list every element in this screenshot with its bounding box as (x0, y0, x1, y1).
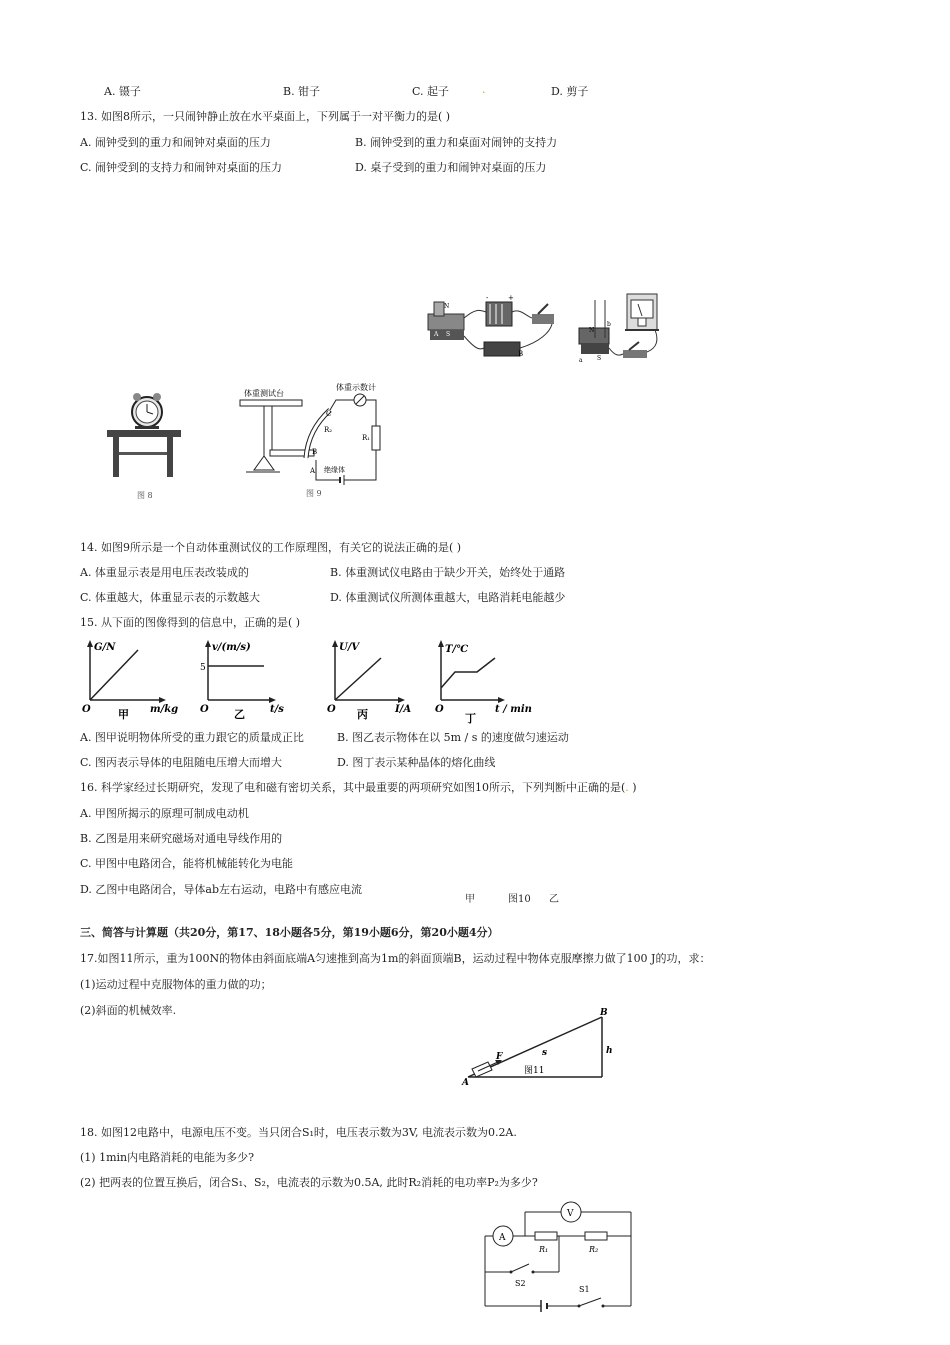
graph-yi (198, 638, 293, 723)
fig9-weight-tester (240, 380, 390, 500)
svg-text:I/A: I/A (395, 704, 412, 715)
q16-stem: 16. 科学家经过长期研究，发现了电和磁有密切关系，其中最重要的两项研究如图10所示，下列判断中正确的是(. ) (80, 781, 637, 794)
svg-text:O: O (82, 704, 91, 715)
q12-option-d: D. 剪子 (551, 85, 589, 98)
svg-text:h: h (606, 1046, 613, 1056)
q18-stem: 18. 如图12电路中，电源电压不变。当只闭合S₁时，电压表示数为3V, 电流表示数为0.2A. (80, 1126, 517, 1139)
fig8-caption: 图 8 (137, 491, 153, 500)
svg-text:O: O (435, 704, 444, 715)
svg-text:B: B (312, 448, 318, 456)
fig10-yi-diagram (575, 290, 665, 368)
q17-sub1: (1)运动过程中克服物体的重力做的功； (80, 978, 272, 991)
q18-sub2: (2) 把两表的位置互换后，闭合S₁、S₂，电流表的示数为0.5A, 此时R₂消耗的电功率P₂为多少? (80, 1176, 538, 1189)
svg-text:丙: 丙 (357, 708, 368, 721)
svg-text:m/kg: m/kg (150, 704, 179, 715)
q13-option-a: A. 闹钟受到的重力和闹钟对桌面的压力 (80, 136, 271, 149)
svg-text:A: A (310, 467, 316, 475)
fig10-jia-diagram (420, 292, 570, 367)
svg-text:丁: 丁 (465, 712, 476, 725)
svg-text:B: B (518, 350, 524, 358)
q16-option-a: A. 甲图所揭示的原理可制成电动机 (80, 807, 249, 820)
svg-text:T/℃: T/℃ (445, 644, 469, 655)
svg-text:t / min: t / min (495, 704, 532, 715)
svg-text:S1: S1 (579, 1285, 590, 1294)
svg-text:v/(m/s): v/(m/s) (212, 642, 251, 653)
fig11-caption: 图11 (524, 1066, 545, 1076)
svg-text:S2: S2 (515, 1279, 526, 1288)
q16-option-b: B. 乙图是用来研究磁场对通电导线作用的 (80, 832, 283, 845)
fig9-caption: 图 9 (306, 489, 322, 498)
svg-text:O: O (327, 704, 336, 715)
q15-stem: 15. 从下面的图像得到的信息中，正确的是( ) (80, 616, 301, 629)
svg-text:U/V: U/V (339, 642, 360, 653)
fig10-jia-label: 甲 (465, 894, 475, 905)
svg-text:R₁: R₁ (539, 1245, 549, 1254)
svg-text:V: V (567, 1209, 574, 1219)
q14-option-a: A. 体重显示表是用电压表改装成的 (80, 566, 249, 579)
svg-text:B: B (600, 1008, 608, 1018)
q17-stem: 17.如图11所示，重为100N的物体由斜面底端A匀速推到高为1m的斜面顶端B，运动过程中物体克服摩擦力做了100 J的功，求： (80, 952, 711, 965)
svg-text:+: + (508, 294, 514, 302)
section3-title: 三、简答与计算题（共20分，第17、18小题各5分，第19小题6分，第20小题4分） (80, 926, 499, 939)
svg-text:N: N (444, 303, 450, 310)
fig8-clock-on-table (105, 392, 185, 502)
q14-option-b: B. 体重测试仪电路由于缺少开关，始终处于通路 (330, 566, 566, 579)
svg-text:a: a (579, 357, 583, 364)
svg-text:R₁: R₁ (362, 434, 371, 442)
svg-text:A: A (434, 331, 439, 338)
svg-text:O: O (200, 704, 209, 715)
q16-option-d: D. 乙图中电路闭合，导体ab左右运动，电路中有感应电流 (80, 883, 363, 896)
graph-bing (325, 638, 420, 723)
svg-text:C: C (326, 410, 332, 418)
q13-stem: 13. 如图8所示，一只闹钟静止放在水平桌面上，下列属于一对平衡力的是( ) (80, 110, 451, 123)
svg-text:S: S (446, 331, 451, 338)
q15-option-d: D. 图丁表示某种晶体的熔化曲线 (337, 756, 496, 769)
fig10-caption: 图10 (508, 894, 531, 905)
q17-sub2: (2)斜面的机械效率. (80, 1004, 177, 1017)
q15-option-b: B. 图乙表示物体在以 5m / s 的速度做匀速运动 (337, 731, 569, 744)
svg-text:甲: 甲 (118, 708, 129, 721)
svg-text:t/s: t/s (270, 704, 284, 715)
q13-option-b: B. 闹钟受到的重力和桌面对闹钟的支持力 (355, 136, 558, 149)
svg-text:A: A (462, 1078, 469, 1088)
svg-text:N: N (589, 327, 595, 334)
fig9-insulator-label: 绝缘体 (324, 466, 345, 474)
svg-text:b: b (607, 321, 611, 328)
q12-option-c-dot: . (482, 83, 486, 96)
graph-jia (80, 638, 190, 723)
q12-option-a: A. 镊子 (104, 85, 141, 98)
q15-option-c: C. 图丙表示导体的电阻随电压增大而增大 (80, 756, 283, 769)
fig11-incline (458, 1005, 618, 1087)
svg-text:乙: 乙 (234, 708, 245, 721)
q13-option-c: C. 闹钟受到的支持力和闹钟对桌面的压力 (80, 161, 283, 174)
svg-text:A: A (499, 1233, 506, 1243)
q15-option-a: A. 图甲说明物体所受的重力跟它的质量成正比 (80, 731, 304, 744)
svg-text:5: 5 (200, 663, 206, 673)
q12-option-c: C. 起子 (412, 85, 450, 98)
svg-text:S: S (597, 355, 602, 362)
q14-option-c: C. 体重越大，体重显示表的示数越大 (80, 591, 261, 604)
svg-text:R₂: R₂ (324, 426, 333, 434)
q14-stem: 14. 如图9所示是一个自动体重测试仪的工作原理图，有关它的说法正确的是( ) (80, 541, 462, 554)
svg-text:G/N: G/N (94, 642, 116, 653)
svg-text:R₂: R₂ (589, 1245, 599, 1254)
svg-text:s: s (542, 1048, 548, 1058)
q13-option-d: D. 桌子受到的重力和闹钟对桌面的压力 (355, 161, 547, 174)
graph-ding (433, 638, 538, 723)
q18-sub1: (1) 1min内电路消耗的电能为多少? (80, 1151, 255, 1164)
fig12-circuit (483, 1200, 635, 1312)
svg-text:-: - (486, 294, 489, 302)
q14-option-d: D. 体重测试仪所测体重越大，电路消耗电能越少 (330, 591, 566, 604)
fig9-meter-label: 体重示数计 (336, 383, 376, 392)
q16-option-c: C. 甲图中电路闭合，能将机械能转化为电能 (80, 857, 294, 870)
fig10-yi-label: 乙 (549, 894, 559, 905)
svg-text:F: F (496, 1052, 503, 1062)
fig9-platform-label: 体重测试台 (244, 389, 284, 398)
q12-option-b: B. 钳子 (283, 85, 321, 98)
